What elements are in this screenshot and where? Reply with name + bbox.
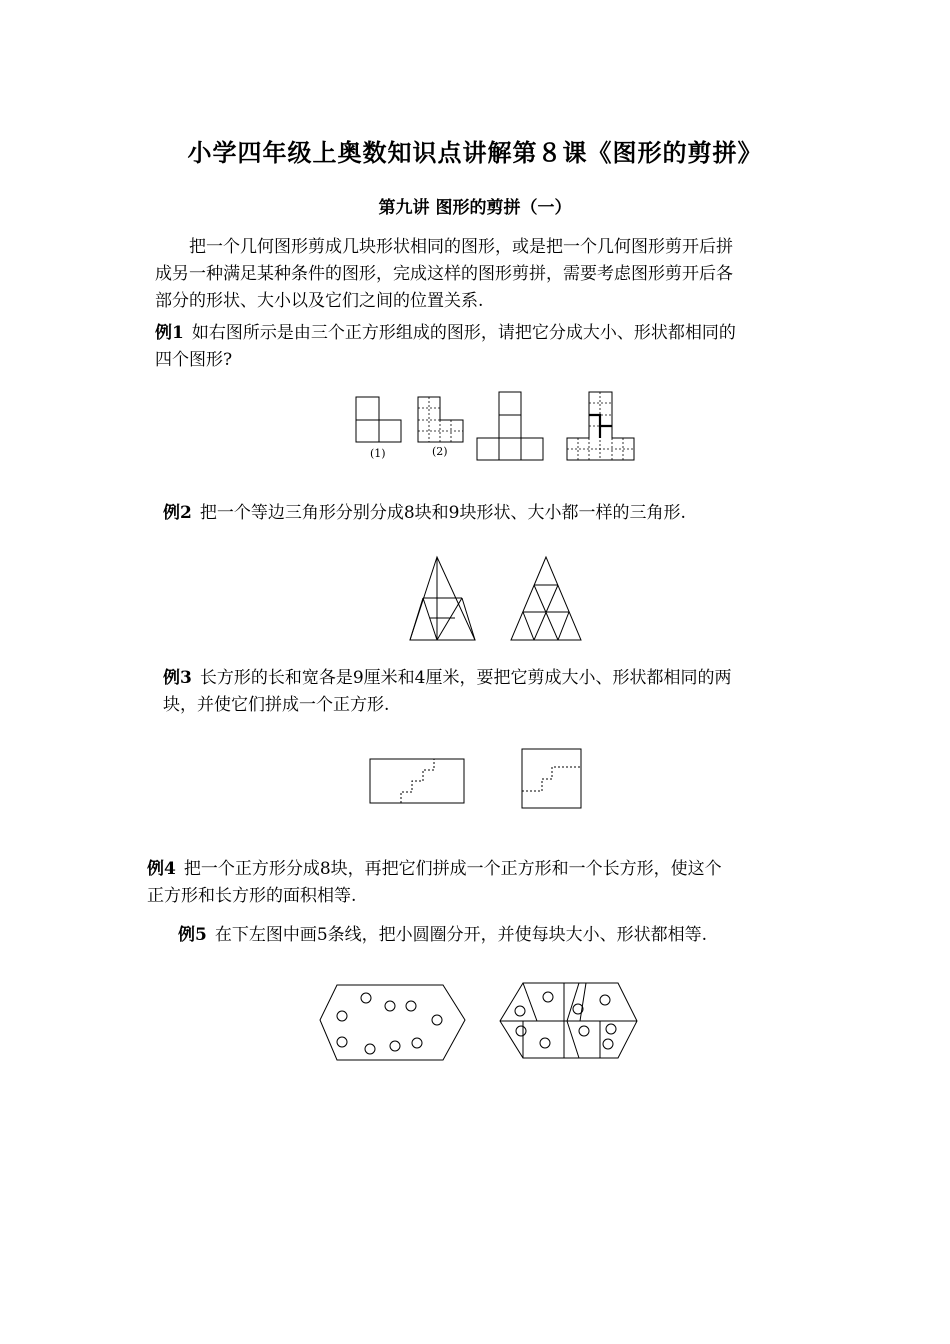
example-2-text: 把一个等边三角形分别分成8块和9块形状、大小都一样的三角形. xyxy=(199,503,686,523)
figure-4-t-shape-grid xyxy=(567,392,634,460)
hexagon-with-circles xyxy=(320,985,465,1060)
example-2 xyxy=(163,500,803,527)
example-2-label: 例2 xyxy=(163,503,192,523)
example-2-figures xyxy=(405,555,590,645)
example-1-line-1: 如右图所示是由三个正方形组成的图形，请把它分成大小、形状都相同的 xyxy=(191,323,736,343)
triangle-split-into-8 xyxy=(410,557,475,640)
example-1 xyxy=(155,320,795,374)
page-title: 小学四年级上奥数知识点讲解第８课《图形的剪拼》 xyxy=(187,139,763,167)
example-3 xyxy=(163,665,803,719)
triangle-split-into-9 xyxy=(511,557,581,640)
figure-1-caption: (1) xyxy=(370,447,386,460)
example-4 xyxy=(147,856,807,910)
intro-line-3: 部分的形状、大小以及它们之间的位置关系. xyxy=(155,291,484,311)
example-1-line-2: 四个图形? xyxy=(155,350,233,370)
example-5-figures xyxy=(315,975,640,1065)
example-3-figures xyxy=(365,745,590,815)
figure-2-caption: (2) xyxy=(432,445,448,458)
square-6x6-assembled xyxy=(522,749,581,808)
example-5-text: 在下左图中画5条线，把小圆圈分开，并使每块大小、形状都相等. xyxy=(214,925,708,945)
hexagon-divided-solution xyxy=(500,983,637,1058)
rectangle-9x4-staircase-cut xyxy=(370,759,464,803)
intro-paragraph xyxy=(155,234,795,315)
example-3-label: 例3 xyxy=(163,668,192,688)
intro-line-2: 成另一种满足某种条件的图形，完成这样的图形剪拼，需要考虑图形剪开后各 xyxy=(155,264,733,284)
example-1-figures xyxy=(350,385,650,470)
example-5 xyxy=(178,922,818,949)
example-4-line-2: 正方形和长方形的面积相等. xyxy=(147,886,357,906)
example-3-line-2: 块，并使它们拼成一个正方形. xyxy=(163,695,390,715)
lecture-subtitle: 第九讲 图形的剪拼（一） xyxy=(378,198,572,218)
example-3-line-1: 长方形的长和宽各是9厘米和4厘米，要把它剪成大小、形状都相同的两 xyxy=(199,668,732,688)
example-5-label: 例5 xyxy=(178,925,207,945)
example-1-label: 例1 xyxy=(155,323,184,343)
figure-1-l-shape xyxy=(356,397,401,442)
figure-2-l-shape-grid xyxy=(418,397,463,442)
figure-3-t-shape xyxy=(477,392,543,460)
example-4-line-1: 把一个正方形分成8块，再把它们拼成一个正方形和一个长方形，使这个 xyxy=(183,859,722,879)
intro-line-1: 把一个几何图形剪成几块形状相同的图形，或是把一个几何图形剪开后拼 xyxy=(189,237,733,257)
example-4-label: 例4 xyxy=(147,859,176,879)
